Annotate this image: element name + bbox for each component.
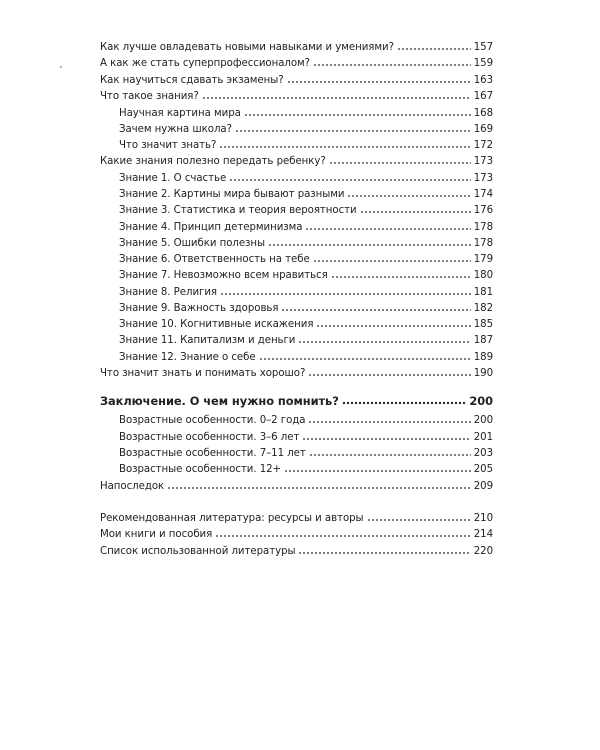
dot-leader — [298, 551, 470, 555]
toc-entry — [119, 331, 493, 347]
toc-entry-page: 167 — [473, 91, 493, 102]
toc-entry — [100, 477, 493, 493]
toc-entry-title: Как научиться сдавать экзамены? — [100, 75, 284, 86]
dot-leader — [268, 243, 471, 247]
toc-entry-title: Напоследок — [100, 481, 165, 492]
toc-entry-page: 187 — [473, 335, 493, 346]
dot-leader — [313, 63, 471, 67]
toc-entry — [119, 120, 493, 136]
dot-leader — [229, 178, 471, 182]
toc-entry-title: Знание 8. Религия — [119, 287, 217, 298]
toc-entry-title: Знание 4. Принцип детерминизма — [119, 222, 303, 233]
dot-leader — [244, 113, 471, 117]
toc-entry-title: Зачем нужна школа? — [119, 124, 232, 135]
toc-entry — [119, 266, 493, 282]
toc-entry-title: А как же стать суперпрофессионалом? — [100, 58, 311, 69]
toc-entry-title: Знание 9. Важность здоровья — [119, 303, 279, 314]
toc-entry-title: Знание 5. Ошибки полезны — [119, 238, 266, 249]
toc-entry-title: Возрастные особенности. 3–6 лет — [119, 432, 300, 443]
toc-entry-page: 189 — [473, 352, 493, 363]
toc-entry — [119, 444, 493, 460]
toc-entry-page: 168 — [473, 108, 493, 119]
toc-entry-title: Знание 6. Ответственность на тебе — [119, 254, 310, 265]
toc-entry-page: 172 — [473, 140, 493, 151]
dot-leader — [305, 227, 470, 231]
toc-entry — [100, 364, 493, 380]
toc-entry-page: 182 — [473, 303, 493, 314]
toc-entry-page: 203 — [473, 448, 493, 459]
toc-entry — [100, 71, 493, 87]
toc-entry — [119, 250, 493, 266]
toc-entry-page: 159 — [473, 58, 493, 69]
toc-entry-page: 176 — [473, 205, 493, 216]
toc-entry-title: Знание 7. Невозможно всем нравиться — [119, 270, 328, 281]
toc-entry-page: 178 — [473, 238, 493, 249]
toc-entry-title: Знание 12. Знание о себе — [119, 352, 256, 363]
dot-leader — [360, 210, 471, 214]
dot-leader — [281, 308, 470, 312]
toc-entry-page: 205 — [473, 464, 493, 475]
toc-entry — [119, 299, 493, 315]
toc-entry-page: 178 — [473, 222, 493, 233]
dot-leader — [308, 420, 470, 424]
toc-entry-title: Какие знания полезно передать ребенку? — [100, 156, 326, 167]
toc-entry-page: 210 — [473, 513, 493, 524]
toc-entry — [100, 54, 493, 70]
dot-leader — [347, 194, 470, 198]
toc-entry-page: 169 — [473, 124, 493, 135]
toc-entry — [119, 201, 493, 217]
toc-entry-title: Научная картина мира — [119, 108, 241, 119]
toc-entry — [100, 542, 493, 558]
dot-leader — [284, 469, 471, 473]
toc-entry-page: 185 — [473, 319, 493, 330]
toc-entry — [119, 315, 493, 331]
toc-chapter-heading — [100, 392, 493, 408]
toc-entry-title: Что значит знать и понимать хорошо? — [100, 368, 306, 379]
toc-entry — [119, 234, 493, 250]
dot-leader — [167, 486, 471, 490]
toc-entry-title: Что такое знания? — [100, 91, 199, 102]
dot-leader — [367, 518, 471, 522]
dot-leader — [215, 534, 471, 538]
toc-entry — [100, 87, 493, 103]
toc-entry — [119, 428, 493, 444]
toc-entry — [100, 38, 493, 54]
toc-entry — [100, 525, 493, 541]
dot-leader — [309, 453, 471, 457]
toc-entry-page: 173 — [473, 156, 493, 167]
dot-leader — [287, 80, 471, 84]
toc-entry-page: 157 — [473, 42, 493, 53]
dot-leader — [316, 324, 470, 328]
toc-entry-title: Рекомендованная литература: ресурсы и авторы — [100, 513, 364, 524]
toc-entry-page: 174 — [473, 189, 493, 200]
toc-entry-title: Знание 11. Капитализм и деньги — [119, 335, 296, 346]
toc-entry-page: 163 — [473, 75, 493, 86]
dot-leader — [313, 259, 471, 263]
toc-entry-title: Мои книги и пособия — [100, 529, 213, 540]
toc-entry-page: 190 — [473, 368, 493, 379]
toc-entry-page: 173 — [473, 173, 493, 184]
toc-entry-page: 214 — [473, 529, 493, 540]
toc-entry — [119, 348, 493, 364]
toc-entry-title: Возрастные особенности. 12+ — [119, 464, 282, 475]
toc-entry-title: Заключение. О чем нужно помнить? — [100, 394, 339, 408]
toc-entry — [119, 283, 493, 299]
scan-speck — [60, 66, 62, 68]
toc-entry — [119, 104, 493, 120]
toc-entry-page: 181 — [473, 287, 493, 298]
toc-entry — [119, 460, 493, 476]
toc-entry-title: Знание 2. Картины мира бывают разными — [119, 189, 345, 200]
toc-entry-title: Как лучше овладевать новыми навыками и умениями? — [100, 42, 394, 53]
toc-entry — [100, 509, 493, 525]
toc-entry — [119, 411, 493, 427]
dot-leader — [397, 47, 471, 51]
toc-entry-page: 201 — [473, 432, 493, 443]
dot-leader — [259, 357, 471, 361]
toc-entry-page: 209 — [473, 481, 493, 492]
dot-leader — [202, 96, 471, 100]
dot-leader — [329, 161, 471, 165]
dot-leader — [235, 129, 471, 133]
toc-entry-page: 220 — [473, 546, 493, 557]
dot-leader — [331, 275, 471, 279]
toc-entry-page: 179 — [473, 254, 493, 265]
toc-entry-page: 200 — [469, 394, 493, 408]
toc-entry — [100, 152, 493, 168]
dot-leader — [220, 292, 471, 296]
toc-entry-title: Что значит знать? — [119, 140, 217, 151]
toc-entry-title: Возрастные особенности. 0–2 года — [119, 415, 306, 426]
toc-entry-title: Список использованной литературы — [100, 546, 296, 557]
toc-entry — [119, 185, 493, 201]
dot-leader — [219, 145, 470, 149]
dot-leader — [308, 373, 470, 377]
dot-leader — [302, 437, 470, 441]
toc-entry — [119, 169, 493, 185]
toc-entry-title: Возрастные особенности. 7–11 лет — [119, 448, 306, 459]
toc-entry — [119, 218, 493, 234]
toc-entry-page: 200 — [473, 415, 493, 426]
toc-entry-page: 180 — [473, 270, 493, 281]
toc-entry — [119, 136, 493, 152]
toc-entry-title: Знание 1. О счастье — [119, 173, 227, 184]
toc-entry-title: Знание 10. Когнитивные искажения — [119, 319, 314, 330]
toc-entry-title: Знание 3. Статистика и теория вероятности — [119, 205, 357, 216]
dot-leader — [298, 340, 470, 344]
dot-leader — [342, 401, 467, 405]
